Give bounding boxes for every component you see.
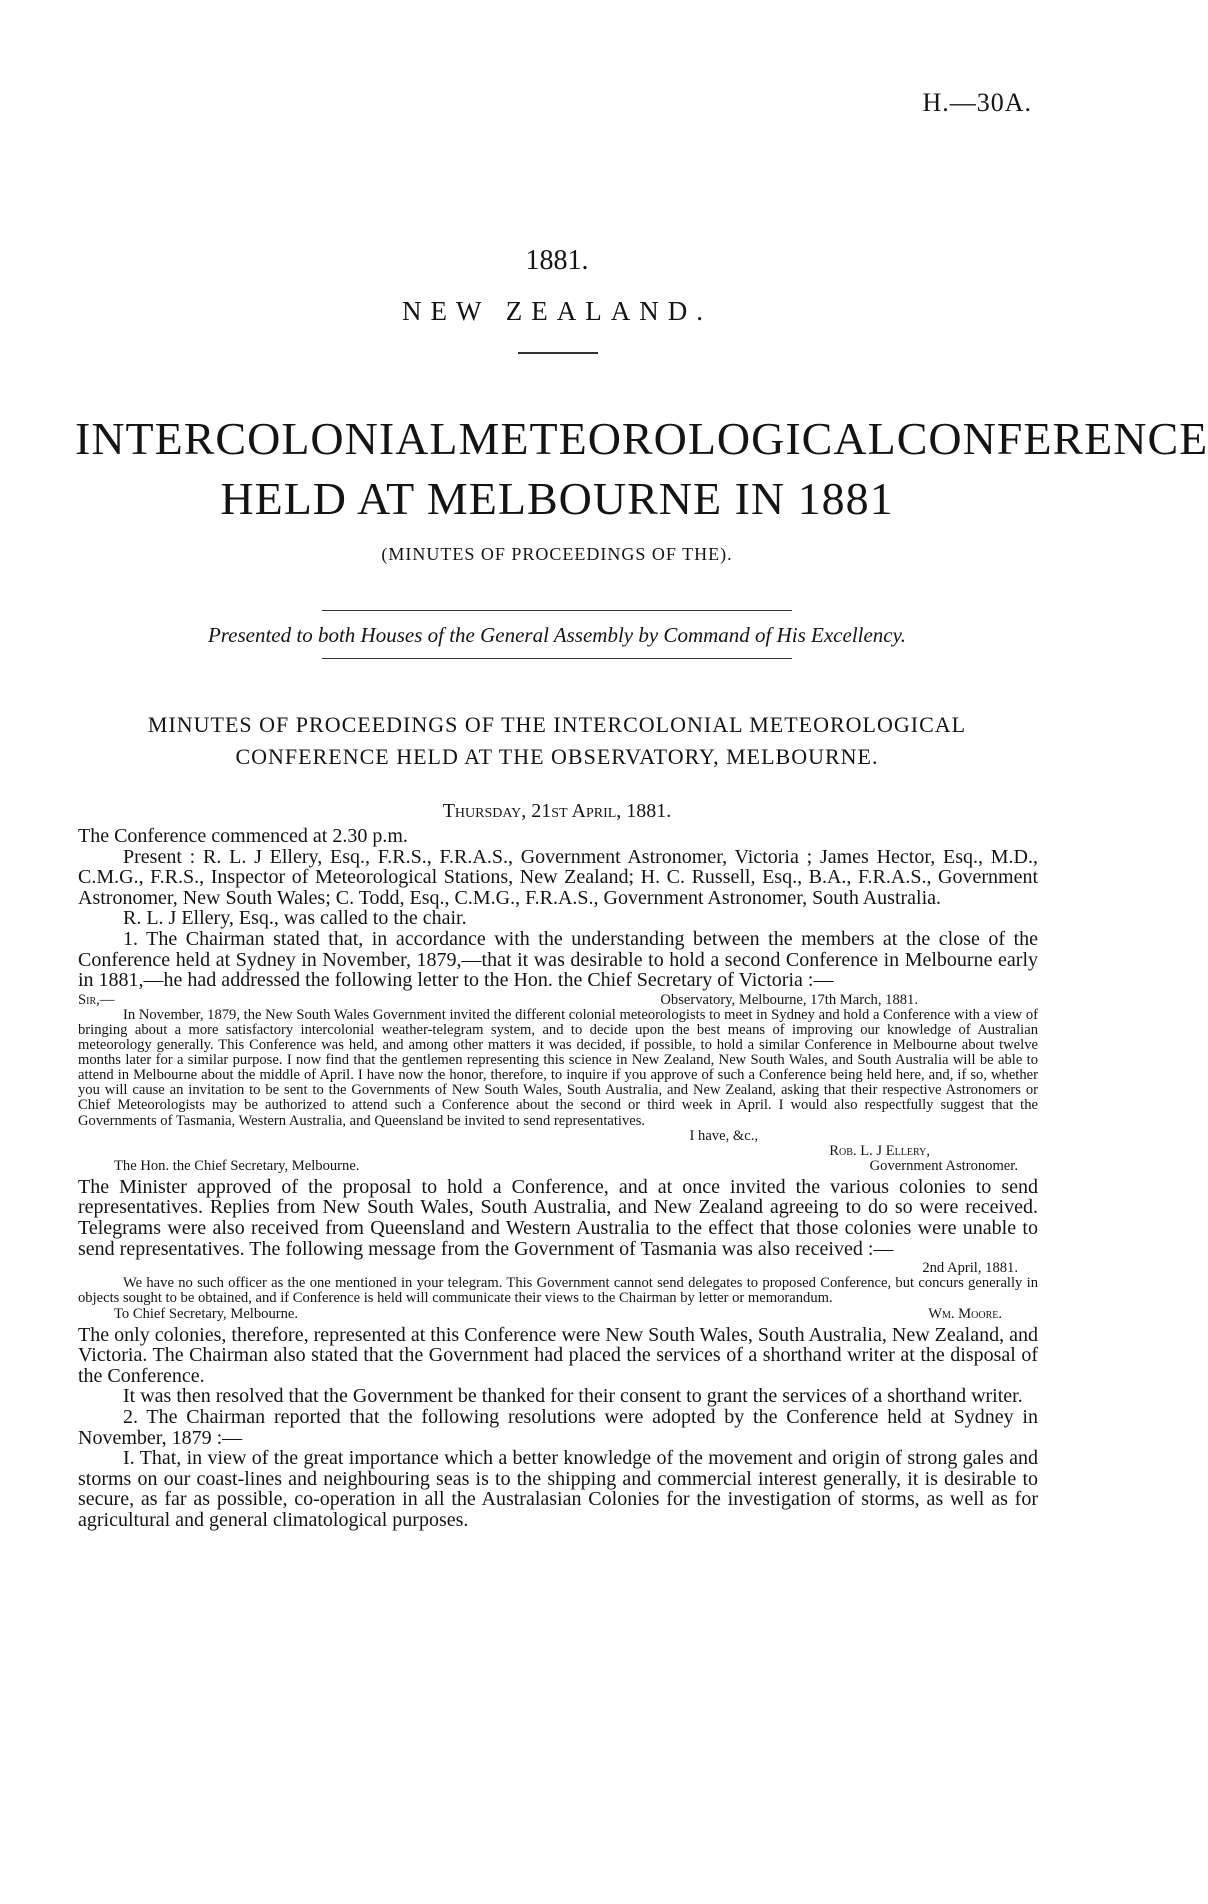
title-word: METEOROLOGICAL	[458, 413, 897, 464]
letter-dateline: Observatory, Melbourne, 17th March, 1881.	[660, 991, 918, 1008]
letter-text: In November, 1879, the New South Wales Government invited the different colonial meteorologists to meet in Sydney and hold a Conference with a view of bringing about a more satisfactory intercolonial weather-telegram system, and to decide upon the best means of improving our knowledge of Australian meteorology generally. This Conference was held, and among other matters it was decided, if possible, to hold a similar Conference in Melbourne about twelve months later for a similar purpose. I now find that the gentlemen representing this science in New Zealand, New South Wales, and South Australia will be able to attend in Melbourne about the middle of April. I have now the honor, therefore, to inquire if you approve of such a Conference being held here, and, if so, whether you will cause an invitation to be sent to the Governments of New South Wales, South Australia, and New Zealand, asking that their respective Astronomers or Chief Meteorologists may be authorized to attend such a Conference about the second or third week in April. I would also respectfully suggest that the Governments of Tasmania, Western Australia, and Queensland be invited to send representatives.	[78, 1006, 1038, 1129]
letter-footer	[78, 1307, 1038, 1322]
letter-addressee: The Hon. the Chief Secretary, Melbourne.	[114, 1157, 360, 1174]
paragraph-1: 1. The Chairman stated that, in accordance with the understanding between the members at the close of the Conference held at Sydney in November, 1879,—that it was desirable to hold a second Conference in Melbourne early in 1881,—he had addressed the following letter to the Hon. the Chief Secretary of Victoria :—	[78, 927, 1038, 992]
document-title-line2: HELD AT MELBOURNE IN 1881	[220, 473, 894, 524]
document-reference: H.—30A.	[922, 88, 1032, 117]
minutes-heading-line2: CONFERENCE HELD AT THE OBSERVATORY, MELBOURNE.	[235, 744, 879, 769]
divider-bottom	[322, 658, 792, 659]
letter-addressee: To Chief Secretary, Melbourne.	[114, 1305, 299, 1322]
meeting-date: Thursday, 21st April, 1881.	[442, 800, 672, 822]
document-year: 1881.	[525, 245, 589, 276]
paragraph-present: Present : R. L. J Ellery, Esq., F.R.S., F.R.A.S., Government Astronomer, Victoria ; James Hector, Esq., M.D., C.M.G., F.R.S., Inspector of Meteorological Stations, New Zealand; H. C. Russell, Esq., B.A., F.R.A.S., Government Astronomer, New South Wales; C. Todd, Esq., C.M.G., F.R.A.S., Government Astronomer, South Australia.	[78, 845, 1038, 909]
document-country: NEW ZEALAND.	[402, 296, 712, 326]
paragraph-chair: R. L. J Ellery, Esq., was called to the chair.	[123, 907, 467, 930]
letter-dateline: 2nd April, 1881.	[922, 1260, 1018, 1277]
short-divider	[518, 352, 598, 354]
presented-line: Presented to both Houses of the General Assembly by Command of His Excellency.	[207, 623, 907, 647]
minutes-body	[78, 826, 1038, 1531]
letter-signer-title: Government Astronomer.	[869, 1157, 1018, 1174]
letter-header	[78, 993, 1038, 1008]
letter-footer	[78, 1159, 1038, 1174]
paragraph-2: 2. The Chairman reported that the following resolutions were adopted by the Conference held at Sydney in November, 1879 :—	[78, 1406, 1038, 1449]
resolution-I: I. That, in view of the great importance which a better knowledge of the movement and origin of strong gales and storms on our coast-lines and neighbouring seas is to the shipping and commercial interest generally, it is desirable to secure, as far as possible, co-operation in all the Australasian Colonies for the investigation of storms, as well as for agricultural and general climatological purposes.	[78, 1447, 1038, 1531]
letter-signer: Wm. Moore.	[928, 1305, 1002, 1322]
letter-signer: Rob. L. J Ellery,	[829, 1142, 930, 1159]
letter-text: We have no such officer as the one mentioned in your telegram. This Government cannot send delegates to proposed Conference, but concurs generally in objects sought to be obtained, and if Conference is held will communicate their views to the Chairman by letter or memorandum.	[78, 1275, 1038, 1307]
letter-ellery	[78, 993, 1038, 1174]
paragraph-resolved: It was then resolved that the Government be thanked for their consent to grant the services of a shorthand writer.	[123, 1385, 1023, 1408]
title-word: CONFERENCE	[896, 413, 1208, 464]
minutes-heading-line1: MINUTES OF PROCEEDINGS OF THE INTERCOLONIAL METEOROLOGICAL	[147, 712, 967, 737]
letter-closing: I have, &c.,	[689, 1127, 758, 1144]
paragraph-only-colonies: The only colonies, therefore, represented at this Conference were New South Wales, South Australia, New Zealand, and Victoria. The Chairman also stated that the Government had placed the services of a shorthand writer at the disposal of the Conference.	[78, 1323, 1038, 1387]
divider-top	[322, 610, 792, 611]
title-word: INTERCOLONIAL	[75, 413, 459, 464]
document-title-line1	[75, 412, 1208, 465]
letter-salutation: Sir,—	[78, 991, 115, 1008]
paragraph-minister: The Minister approved of the proposal to hold a Conference, and at once invited the various colonies to send representatives. Replies from New South Wales, South Australia, and New Zealand agreeing to do so were received. Telegrams were also received from Queensland and Western Australia to the effect that those colonies were unable to send representatives. The following message from the Government of Tasmania was also received :—	[78, 1175, 1038, 1260]
document-subtitle: (MINUTES OF PROCEEDINGS OF THE).	[381, 544, 733, 564]
letter-tasmania	[78, 1261, 1038, 1321]
paragraph-commenced: The Conference commenced at 2.30 p.m.	[78, 825, 408, 847]
